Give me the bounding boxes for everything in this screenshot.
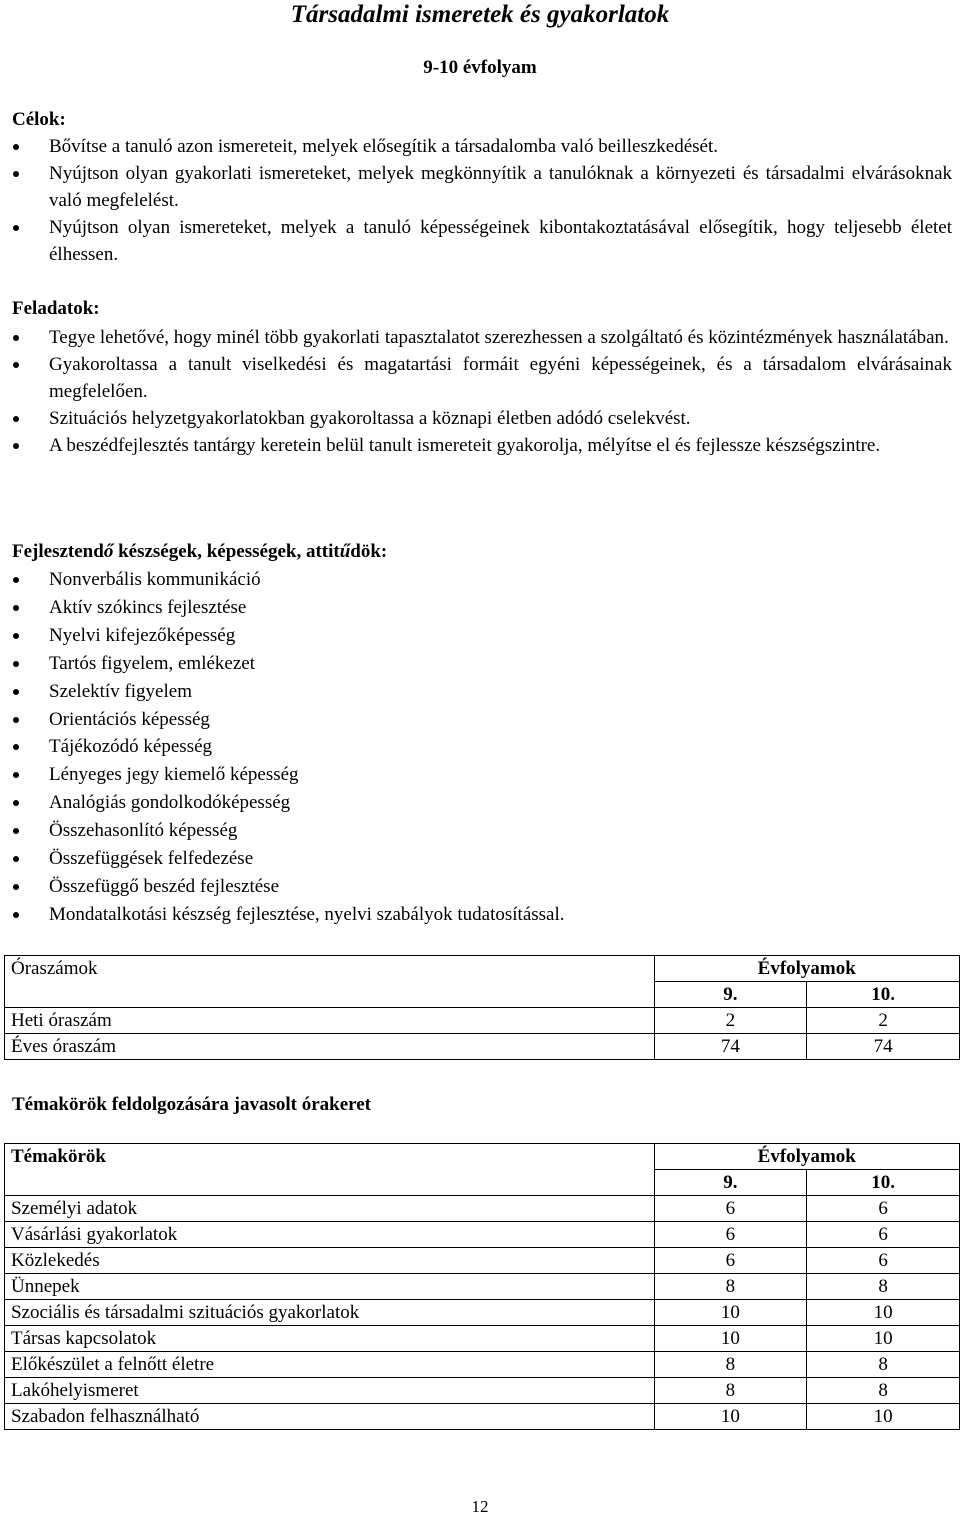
list-item: Orientációs képesség [0, 706, 960, 734]
table-row [5, 1034, 960, 1060]
page-title: Társadalmi ismeretek és gyakorlatok [290, 1, 670, 28]
row-label: Személyi adatok [5, 1196, 655, 1222]
row-label: Társas kapcsolatok [5, 1326, 655, 1352]
table-row [5, 1378, 960, 1404]
table-header-row [5, 1144, 960, 1170]
row-value-9: 8 [654, 1352, 807, 1378]
row-label: Szabadon felhasználható [5, 1404, 655, 1430]
year-9-header: 9. [654, 982, 807, 1008]
year-10-header: 10. [807, 1170, 960, 1196]
topics-col-label: Témakörök [5, 1144, 655, 1196]
list-item: Nonverbális kommunikáció [0, 566, 960, 594]
row-value-10: 6 [807, 1248, 960, 1274]
table-row [5, 1274, 960, 1300]
hours-col-label: Óraszámok [5, 956, 655, 1008]
list-item: Összehasonlító képesség [0, 817, 960, 845]
years-header: Évfolyamok [654, 956, 959, 982]
table-row [5, 1326, 960, 1352]
row-label: Ünnepek [5, 1274, 655, 1300]
row-value-10: 6 [807, 1222, 960, 1248]
list-item: Aktív szókincs fejlesztése [0, 594, 960, 622]
row-value-10: 10 [807, 1326, 960, 1352]
year-10-header: 10. [807, 982, 960, 1008]
list-item: A beszédfejlesztés tantárgy keretein belül tanult ismereteit gyakorolja, mélyítse el és fejlessze készségszintre. [0, 432, 960, 459]
table-row [5, 1008, 960, 1034]
list-item: Bővítse a tanuló azon ismereteit, melyek elősegítik a társadalomba való beilleszkedését. [0, 133, 960, 160]
row-value-9: 2 [654, 1008, 807, 1034]
list-item: Nyelvi kifejezőképesség [0, 622, 960, 650]
row-label: Lakóhelyismeret [5, 1378, 655, 1404]
skills-list [0, 566, 960, 929]
table-row [5, 1222, 960, 1248]
list-item: Szelektív figyelem [0, 678, 960, 706]
table-row [5, 1300, 960, 1326]
table-row [5, 1248, 960, 1274]
list-item: Nyújtson olyan gyakorlati ismereteket, melyek megkönnyítik a tanulóknak a környezeti és társadalmi elvárásoknak való megfelelést. [0, 160, 960, 214]
row-value-10: 8 [807, 1378, 960, 1404]
list-item: Összefüggések felfedezése [0, 845, 960, 873]
topics-heading: Témakörök feldolgozására javasolt órakeret [12, 1094, 372, 1115]
row-label: Szociális és társadalmi szituációs gyakorlatok [5, 1300, 655, 1326]
list-item: Tartós figyelem, emlékezet [0, 650, 960, 678]
tasks-heading: Feladatok: [12, 298, 100, 319]
page-number: 12 [471, 1497, 489, 1516]
row-value-10: 10 [807, 1404, 960, 1430]
row-value-10: 8 [807, 1274, 960, 1300]
list-item: Összefüggő beszéd fejlesztése [0, 873, 960, 901]
row-value-9: 8 [654, 1378, 807, 1404]
row-value-10: 74 [807, 1034, 960, 1060]
tasks-list [0, 324, 960, 459]
row-value-9: 8 [654, 1274, 807, 1300]
list-item: Tájékozódó képesség [0, 733, 960, 761]
row-label: Heti óraszám [5, 1008, 655, 1034]
row-value-10: 6 [807, 1196, 960, 1222]
row-label: Közlekedés [5, 1248, 655, 1274]
hours-table [4, 955, 960, 1060]
row-value-10: 2 [807, 1008, 960, 1034]
topics-table [4, 1143, 960, 1430]
table-row [5, 1404, 960, 1430]
grade-subtitle: 9-10 évfolyam [423, 57, 537, 78]
list-item: Gyakoroltassa a tanult viselkedési és magatartási formáit egyéni képességeinek, és a társadalom elvárásainak megfelelően. [0, 351, 960, 405]
year-9-header: 9. [654, 1170, 807, 1196]
table-header-row [5, 956, 960, 982]
row-value-9: 6 [654, 1248, 807, 1274]
table-row [5, 1352, 960, 1378]
row-value-9: 10 [654, 1326, 807, 1352]
years-header: Évfolyamok [654, 1144, 959, 1170]
row-value-9: 74 [654, 1034, 807, 1060]
row-value-9: 10 [654, 1404, 807, 1430]
list-item: Szituációs helyzetgyakorlatokban gyakoroltassa a köznapi életben adódó cselekvést. [0, 405, 960, 432]
row-value-10: 10 [807, 1300, 960, 1326]
goals-list [0, 133, 960, 268]
row-value-9: 10 [654, 1300, 807, 1326]
list-item: Nyújtson olyan ismereteket, melyek a tanuló képességeinek kibontakoztatásával elősegítik, hogy teljesebb életet élhessen. [0, 214, 960, 268]
list-item: Lényeges jegy kiemelő képesség [0, 761, 960, 789]
skills-heading: Fejlesztendő készségek, képességek, attitűdök: [12, 541, 388, 562]
row-value-10: 8 [807, 1352, 960, 1378]
row-label: Vásárlási gyakorlatok [5, 1222, 655, 1248]
list-item: Tegye lehetővé, hogy minél több gyakorlati tapasztalatot szerezhessen a szolgáltató és közintézmények használatában. [0, 324, 960, 351]
table-row [5, 1196, 960, 1222]
row-value-9: 6 [654, 1222, 807, 1248]
goals-heading: Célok: [12, 109, 66, 130]
list-item: Analógiás gondolkodóképesség [0, 789, 960, 817]
row-label: Éves óraszám [5, 1034, 655, 1060]
row-label: Előkészület a felnőtt életre [5, 1352, 655, 1378]
row-value-9: 6 [654, 1196, 807, 1222]
list-item: Mondatalkotási készség fejlesztése, nyelvi szabályok tudatosítással. [0, 901, 960, 929]
